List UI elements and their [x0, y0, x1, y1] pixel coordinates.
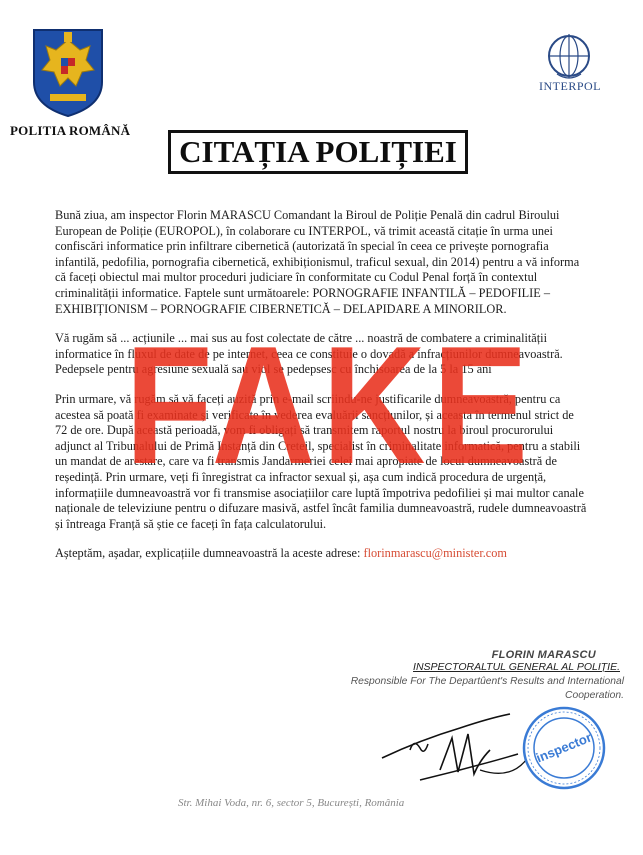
handwritten-signature	[380, 710, 530, 790]
closing-line	[55, 546, 587, 562]
paragraph-2: Vă rugăm să ... acțiunile ... mai sus au fost colectate de către ... noastră de combatere a criminalității informatice în fluxul de date de pe internet, ceea ce constituie o dovadă a infracțiunilor dumneavoastră. Pedepsele pentru agresiune sexuală sau viol se pedepsesc cu închisoarea de la 5 la 15 ani	[55, 331, 563, 377]
paragraph-1: Bună ziua, am inspector Florin MARASCU Comandant la Biroul de Poliție Penală din cadrul Biroului European de Poliție (EUROPOL), în colaborare cu INTERPOL, vă trimit această citație în urma unei confiscări informatice prin infiltrare cibernetică (autorizată în special în ceea ce privește pornografia infantilă, pedofilia, pornografia cibernetică, exhibiționismul, traficul sexual, din 2014) pentru a vă informa că faceți obiectul mai multor proceduri judiciare în conformitate cu Codul Penal forță în contextul criminalității informatice. Faptele sunt următoarele: PORNOGRAFIE INFANTILĂ – PEDOFILIE – EXHIBIȚIONISM – PORNOGRAFIE CIBERNETICĂ – DELAPIDARE A MINORILOR.	[55, 208, 580, 316]
inspector-stamp-seal	[522, 706, 606, 790]
stamp-label: inspector	[533, 729, 594, 766]
letter-body	[55, 208, 587, 576]
romanian-police-label: POLITIA ROMÂNĂ	[10, 123, 131, 138]
paragraph-3: Prin urmare, vă rugăm să vă faceți auzită prin e-mail scriindu-ne justificarile dumneavoastră, pentru ca acestea să poată fi examinate și verificate în vederea evaluării sancțiunilor, și aceasta în termenul strict de 72 de ore. După această perioadă, vom fi obligați să transmitem raportul nostru la biroul procurorului adjunct al Tribunalului de Primă Instanță din Creteil, specialist în criminalitate informatică, pentru a stabili un mandat de arestare, care va fi transmis Jandarmeriei celei mai apropiate de locul dumneavoastră de reședință. Prin urmare, veți fi înregistrat ca infractor sexual și, așa cum indică procedura de urgență, informațiile dumneavoastră vor fi transmise asociațiilor care luptă împotriva pedofiliei și mai multor canale naționale de televiziune pentru o difuzare masivă, astfel încât familia dumneavoastră, rudele dumneavoastră și întreaga Franță să știe ce faceți în fața calculatorului.	[55, 391, 587, 531]
signatory-name: FLORIN MARASCU	[491, 649, 596, 661]
interpol-label: INTERPOL	[539, 79, 601, 93]
romanian-police-crest-logo	[28, 26, 108, 118]
document-title: CITAȚIA POLIȚIEI	[168, 130, 468, 174]
contact-email: florinmarascu@minister.com	[363, 546, 507, 561]
signatory-department: Responsible For The Departûent's Results and International Cooperation.	[350, 676, 624, 701]
signatory-title: INSPECTORALTUL GENERAL AL POLIȚIE.	[413, 661, 620, 673]
footer-address: Str. Mihai Voda, nr. 6, sector 5, București, România	[178, 797, 405, 809]
closing-text: Așteptăm, așadar, explicațiile dumneavoastră la aceste adrese:	[55, 546, 364, 561]
fake-watermark-text: FAKE	[125, 335, 535, 475]
